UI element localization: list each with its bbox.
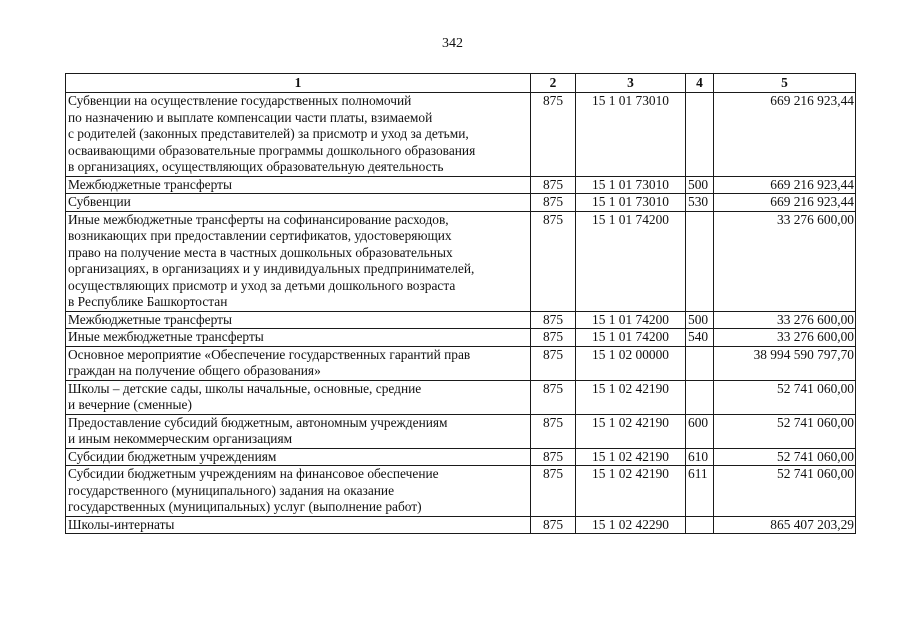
cell-sum: 38 994 590 797,70 xyxy=(714,346,856,380)
cell-vr: 500 xyxy=(686,311,714,329)
cell-vr: 500 xyxy=(686,176,714,194)
cell-grbs: 875 xyxy=(531,466,576,517)
cell-name xyxy=(66,516,531,534)
cell-name-line: Основное мероприятие «Обеспечение государственных гарантий прав xyxy=(68,346,471,362)
cell-csr: 15 1 01 73010 xyxy=(576,176,686,194)
cell-name-line: Школы-интернаты xyxy=(68,516,175,532)
table-row xyxy=(66,516,856,534)
cell-sum: 33 276 600,00 xyxy=(714,311,856,329)
table-row xyxy=(66,346,856,380)
table-row xyxy=(66,380,856,414)
cell-name xyxy=(66,329,531,347)
budget-table xyxy=(65,73,856,534)
page-number: 342 xyxy=(442,36,463,51)
cell-csr: 15 1 01 74200 xyxy=(576,211,686,311)
cell-name-line: Субвенции xyxy=(68,194,131,209)
cell-grbs: 875 xyxy=(531,329,576,347)
cell-name xyxy=(66,194,531,212)
cell-sum: 52 741 060,00 xyxy=(714,380,856,414)
cell-name-line: Школы – детские сады, школы начальные, основные, средние xyxy=(68,380,422,396)
table-row xyxy=(66,466,856,517)
cell-vr: 610 xyxy=(686,448,714,466)
cell-sum: 52 741 060,00 xyxy=(714,448,856,466)
cell-grbs: 875 xyxy=(531,414,576,448)
cell-name xyxy=(66,448,531,466)
cell-sum: 865 407 203,29 xyxy=(714,516,856,534)
cell-vr xyxy=(686,380,714,414)
cell-csr: 15 1 01 73010 xyxy=(576,194,686,212)
cell-name xyxy=(66,311,531,329)
cell-vr: 530 xyxy=(686,194,714,212)
cell-name-line: государственных (муниципальных) услуг (выполнение работ) xyxy=(68,499,422,514)
table-row xyxy=(66,311,856,329)
cell-grbs: 875 xyxy=(531,380,576,414)
cell-name-line: Предоставление субсидий бюджетным, автономным учреждениям xyxy=(68,414,448,430)
cell-name-line: в Республике Башкортостан xyxy=(68,294,228,309)
cell-name xyxy=(66,380,531,414)
cell-name xyxy=(66,211,531,311)
column-header-sum: 5 xyxy=(714,74,856,93)
cell-name-line: и иным некоммерческим организациям xyxy=(68,431,293,446)
cell-name-line: осваивающими образовательные программы дошкольного образования xyxy=(68,142,476,158)
table-row xyxy=(66,176,856,194)
column-header-csr: 3 xyxy=(576,74,686,93)
cell-name xyxy=(66,466,531,517)
column-header-vr: 4 xyxy=(686,74,714,93)
cell-grbs: 875 xyxy=(531,93,576,177)
cell-csr: 15 1 02 42190 xyxy=(576,380,686,414)
cell-name xyxy=(66,93,531,177)
table-row xyxy=(66,329,856,347)
cell-name-line: Иные межбюджетные трансферты на софинансирование расходов, xyxy=(68,211,449,227)
cell-name-line: и вечерние (сменные) xyxy=(68,397,192,412)
cell-sum: 669 216 923,44 xyxy=(714,176,856,194)
cell-name-line: по назначению и выплате компенсации части платы, взимаемой xyxy=(68,109,433,125)
cell-sum: 33 276 600,00 xyxy=(714,329,856,347)
cell-sum: 669 216 923,44 xyxy=(714,194,856,212)
cell-name-line: Субвенции на осуществление государственных полномочий xyxy=(68,93,412,108)
cell-name-line: с родителей (законных представителей) за присмотр и уход за детьми, xyxy=(68,126,469,141)
cell-name-line: Межбюджетные трансферты xyxy=(68,311,232,327)
cell-grbs: 875 xyxy=(531,311,576,329)
cell-grbs: 875 xyxy=(531,194,576,212)
table-row xyxy=(66,414,856,448)
cell-sum: 52 741 060,00 xyxy=(714,414,856,448)
cell-name-line: в организациях, осуществляющих образовательную деятельность xyxy=(68,159,444,174)
cell-csr: 15 1 01 74200 xyxy=(576,311,686,329)
cell-vr xyxy=(686,516,714,534)
cell-vr xyxy=(686,211,714,311)
cell-csr: 15 1 02 42290 xyxy=(576,516,686,534)
cell-sum: 669 216 923,44 xyxy=(714,93,856,177)
column-header-name: 1 xyxy=(66,74,531,93)
cell-name xyxy=(66,346,531,380)
table-row xyxy=(66,93,856,177)
cell-grbs: 875 xyxy=(531,346,576,380)
cell-name-line: граждан на получение общего образования» xyxy=(68,363,321,378)
cell-grbs: 875 xyxy=(531,211,576,311)
cell-grbs: 875 xyxy=(531,448,576,466)
cell-name-line: Иные межбюджетные трансферты xyxy=(68,329,264,344)
cell-vr: 611 xyxy=(686,466,714,517)
cell-name-line: организациях, в организациях и у индивидуальных предпринимателей, xyxy=(68,261,475,276)
cell-csr: 15 1 02 00000 xyxy=(576,346,686,380)
cell-name-line: Межбюджетные трансферты xyxy=(68,176,232,192)
table-header-row xyxy=(66,74,856,93)
table-row xyxy=(66,194,856,212)
cell-name-line: государственного (муниципального) задания на оказание xyxy=(68,482,395,498)
cell-vr xyxy=(686,346,714,380)
cell-name-line: осуществляющих присмотр и уход за детьми дошкольного возраста xyxy=(68,277,456,293)
cell-name xyxy=(66,176,531,194)
cell-grbs: 875 xyxy=(531,516,576,534)
cell-name-line: Субсидии бюджетным учреждениям на финансовое обеспечение xyxy=(68,466,439,481)
cell-csr: 15 1 02 42190 xyxy=(576,414,686,448)
cell-csr: 15 1 02 42190 xyxy=(576,448,686,466)
cell-name-line: возникающих при предоставлении сертификатов, удостоверяющих xyxy=(68,228,452,243)
cell-name-line: Субсидии бюджетным учреждениям xyxy=(68,448,277,464)
cell-csr: 15 1 01 74200 xyxy=(576,329,686,347)
table-body xyxy=(66,93,856,534)
cell-vr: 600 xyxy=(686,414,714,448)
cell-sum: 33 276 600,00 xyxy=(714,211,856,311)
table-row xyxy=(66,448,856,466)
cell-csr: 15 1 01 73010 xyxy=(576,93,686,177)
cell-csr: 15 1 02 42190 xyxy=(576,466,686,517)
table-row xyxy=(66,211,856,311)
column-header-grbs: 2 xyxy=(531,74,576,93)
cell-vr xyxy=(686,93,714,177)
cell-sum: 52 741 060,00 xyxy=(714,466,856,517)
cell-vr: 540 xyxy=(686,329,714,347)
cell-name xyxy=(66,414,531,448)
cell-grbs: 875 xyxy=(531,176,576,194)
cell-name-line: право на получение места в частных дошкольных образовательных xyxy=(68,244,453,260)
